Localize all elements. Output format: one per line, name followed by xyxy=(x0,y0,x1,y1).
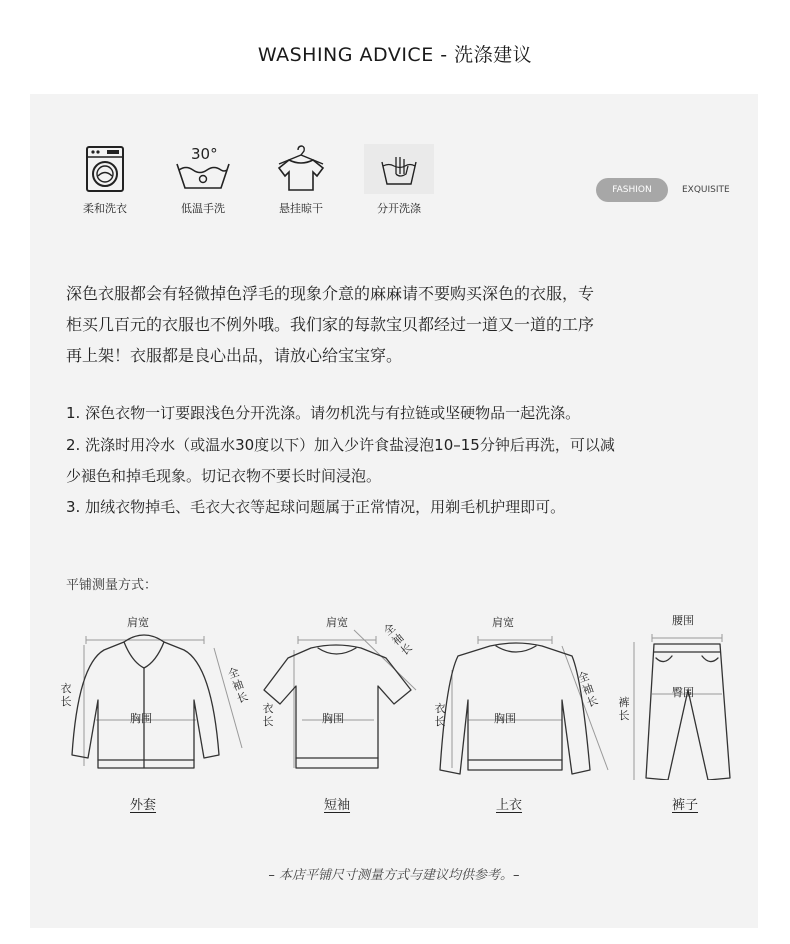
label-sleeve: 全袖长 xyxy=(381,621,415,658)
garment-name: 外套 xyxy=(130,798,157,813)
footer-note: – 本店平铺尺寸测量方式与建议均供参考。– xyxy=(268,868,520,883)
tip-1: 1. 深色衣物一订要跟浅色分开洗涤。请勿机洗与有拉链或坚硬物品一起洗涤。 xyxy=(66,404,581,422)
hanger-shirt-icon xyxy=(271,144,331,194)
label-sleeve: 全袖长 xyxy=(226,665,250,706)
label-waist: 腰围 xyxy=(672,614,694,627)
label-length: 裤长 xyxy=(618,696,630,722)
care-label: 低温手洗 xyxy=(181,202,225,215)
hand-wash-tub-icon xyxy=(173,144,233,194)
garment-tshirt xyxy=(256,616,426,820)
label-shoulder: 肩宽 xyxy=(127,616,149,629)
label-shoulder: 肩宽 xyxy=(326,616,348,629)
care-item-gentle-wash xyxy=(60,144,150,216)
tip-3: 3. 加绒衣物掉毛、毛衣大衣等起球问题属于正常情况，用剃毛机护理即可。 xyxy=(66,498,566,516)
temp-label: 30° xyxy=(191,145,218,163)
washing-machine-icon xyxy=(83,144,127,194)
tab-fashion[interactable]: FASHION xyxy=(596,178,668,202)
jacket-outline-icon xyxy=(54,620,244,780)
garment-jacket xyxy=(54,616,250,820)
style-tabs xyxy=(596,178,758,202)
label-hip: 臀围 xyxy=(672,686,694,699)
intro-line-2: 柜买几百元的衣服也不例外哦。我们家的每款宝贝都经过一道又一道的工序 xyxy=(66,315,595,334)
intro-line-1: 深色衣服都会有轻微掉色浮毛的现象介意的麻麻请不要购买深色的衣服，专 xyxy=(66,284,595,303)
garment-name: 裤子 xyxy=(672,798,699,813)
garment-name: 上衣 xyxy=(496,798,523,813)
label-sleeve: 全袖长 xyxy=(576,669,600,710)
pants-outline-icon xyxy=(616,620,746,780)
content-panel xyxy=(30,94,758,928)
label-length: 衣长 xyxy=(434,702,446,728)
label-chest: 胸围 xyxy=(494,712,516,725)
label-chest: 胸围 xyxy=(322,712,344,725)
tip-2-continued: 少褪色和掉毛现象。切记衣物不要长时间浸泡。 xyxy=(66,467,382,485)
label-shoulder: 肩宽 xyxy=(492,616,514,629)
care-label: 柔和洗衣 xyxy=(83,202,127,215)
garment-pants xyxy=(616,614,746,820)
care-item-hand-wash xyxy=(158,144,248,216)
tab-exquisite[interactable]: EXQUISITE xyxy=(682,185,730,195)
care-item-separate-wash xyxy=(354,144,444,216)
intro-line-3: 再上架！衣服都是良心出品，请放心给宝宝穿。 xyxy=(66,346,403,365)
care-item-hang-dry xyxy=(256,144,346,216)
care-label: 分开洗涤 xyxy=(377,202,421,215)
garment-long-sleeve-top xyxy=(432,616,612,820)
label-length: 衣长 xyxy=(262,702,274,728)
page-title: WASHING ADVICE - 洗涤建议 xyxy=(257,44,533,66)
care-label: 悬挂晾干 xyxy=(279,202,323,215)
garment-name: 短袖 xyxy=(324,798,351,813)
measure-title: 平铺测量方式： xyxy=(66,578,158,593)
tip-2: 2. 洗涤时用冷水（或温水30度以下）加入少许食盐浸泡10–15分钟后再洗，可以减 xyxy=(66,436,615,454)
label-length: 衣长 xyxy=(60,682,72,708)
separate-wash-icon xyxy=(364,144,434,194)
label-chest: 胸围 xyxy=(130,712,152,725)
